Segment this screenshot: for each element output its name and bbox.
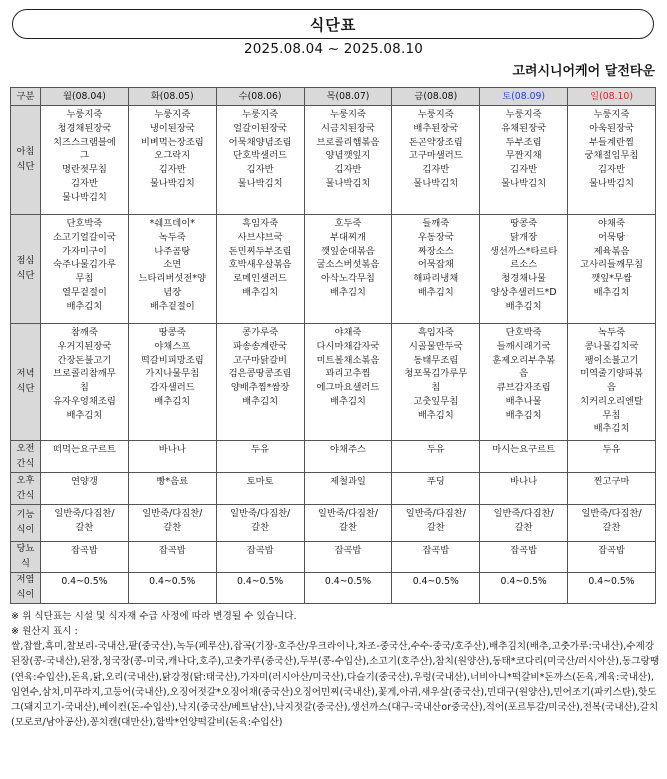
menu-item: 두부조림	[505, 136, 542, 148]
menu-period: 2025.08.04 ~ 2025.08.10	[243, 41, 424, 57]
menu-cell	[568, 215, 656, 324]
menu-item: 고춧잎무침	[413, 395, 459, 407]
menu-item: 념장	[163, 286, 182, 298]
menu-item: 갈찬	[75, 521, 94, 533]
menu-item: 토마토	[246, 476, 274, 487]
menu-item: 빵*음료	[156, 476, 189, 487]
menu-item: 두유	[251, 444, 270, 455]
menu-row-functional-diet	[11, 505, 656, 542]
menu-item: 야채스프	[154, 340, 191, 352]
menu-cell	[480, 505, 568, 542]
header-day-tue: 화(08.05)	[128, 88, 216, 106]
menu-item: 0.4~0.5%	[149, 575, 196, 587]
menu-item: 배추김치	[417, 286, 454, 298]
menu-item: 음	[607, 382, 617, 393]
row-label-line: 점심	[16, 255, 35, 267]
menu-item: 물나박김치	[413, 177, 459, 189]
menu-item: 갈찬	[338, 521, 357, 533]
menu-item: 돈곤약장조림	[408, 136, 463, 148]
menu-item: 얼갈이된장국	[233, 122, 288, 134]
menu-item: 단호박샐러드	[233, 150, 288, 162]
origin-title: ※ 원산지 표시 :	[11, 626, 78, 638]
menu-item: 연양갱	[70, 476, 98, 487]
table-header-row	[11, 88, 656, 106]
row-label-line: 식이	[16, 588, 35, 600]
menu-item: 0.4~0.5%	[412, 575, 459, 587]
menu-cell	[216, 542, 304, 573]
row-label-line: 식이	[16, 524, 35, 535]
menu-item: 떠먹는요구르트	[52, 444, 116, 455]
menu-item: 누룽지죽	[154, 109, 191, 120]
menu-cell	[216, 106, 304, 215]
menu-cell	[392, 324, 480, 441]
menu-cell	[392, 542, 480, 573]
menu-cell	[568, 441, 656, 473]
menu-cell	[480, 106, 568, 215]
header-day-thu: 목(08.07)	[304, 88, 392, 106]
menu-item: 간장돈불고기	[57, 354, 112, 366]
header-day-wed: 수(08.06)	[216, 88, 304, 106]
menu-item: 잡곡밥	[422, 545, 450, 556]
menu-item: 배추김치	[242, 286, 279, 298]
menu-item: 동태무조림	[413, 354, 459, 366]
row-label-morning-snack	[11, 441, 41, 473]
menu-item: 0.4~0.5%	[500, 575, 547, 587]
menu-cell	[41, 106, 129, 215]
menu-item: *쉐프데이*	[149, 218, 195, 229]
row-label-diabetic-diet	[11, 542, 41, 573]
menu-cell	[480, 572, 568, 603]
menu-item: 비벼먹는장조림	[140, 136, 204, 148]
menu-item: 침	[79, 382, 89, 393]
menu-cell	[392, 572, 480, 603]
menu-item: 배추김치	[66, 300, 103, 312]
menu-item: 녹두죽	[158, 231, 186, 243]
menu-item: 일반죽/다짐찬/	[142, 508, 203, 519]
menu-cell	[568, 572, 656, 603]
menu-item: 유자우엉채조림	[52, 395, 116, 407]
menu-item: 고사리들깨무침	[580, 259, 643, 271]
menu-item: 야채죽	[334, 327, 362, 338]
menu-item: 치즈스크램블에	[52, 136, 116, 148]
row-label-lunch	[11, 215, 41, 324]
change-notice: ※ 위 식단표는 시설 및 식자재 수급 사정에 따라 변경될 수 있습니다.	[11, 611, 297, 622]
menu-cell	[216, 505, 304, 542]
menu-item: 검은콩땅콩조림	[228, 368, 292, 380]
row-label-line: 당뇨	[16, 543, 35, 554]
menu-item: 양배추찜*쌈장	[230, 382, 290, 393]
menu-row-morning-snack	[11, 441, 656, 473]
menu-item: 물나박김치	[589, 177, 634, 189]
menu-item: 땅콩죽	[510, 218, 538, 229]
menu-cell	[480, 324, 568, 441]
row-label-line: 오전	[16, 442, 35, 454]
header-day-mon: 월(08.04)	[41, 88, 129, 106]
menu-item: 일반죽/다짐찬/	[230, 508, 291, 519]
menu-item: 배추김치	[505, 300, 542, 312]
menu-item: 배추나물	[505, 395, 542, 407]
menu-item: 부들계란찜	[589, 136, 634, 148]
facility-name: 고려시니어케어 달전타운	[512, 64, 655, 79]
menu-cell	[128, 473, 216, 505]
menu-item: 배추김치	[242, 395, 279, 407]
menu-item: 가지나물무침	[145, 368, 200, 380]
menu-item: 호박새우살볶음	[228, 259, 292, 271]
menu-item: 김자반	[510, 164, 538, 175]
weekly-menu-table	[10, 87, 656, 604]
row-label-line: 간식	[16, 489, 35, 501]
menu-item: 일반죽/다짐찬/	[317, 508, 379, 519]
menu-cell	[41, 441, 129, 473]
menu-item: 어묵탕	[598, 231, 625, 243]
menu-item: 고구마닭갈비	[233, 354, 288, 366]
menu-item: 꽈리고추찜	[325, 368, 371, 380]
menu-item: 흑임자죽	[417, 327, 454, 338]
menu-item: 갈찬	[251, 521, 270, 533]
menu-item: 김자반	[598, 164, 625, 175]
menu-item: 배추된장국	[413, 122, 459, 134]
menu-cell	[568, 542, 656, 573]
menu-item: 0.4~0.5%	[237, 575, 284, 587]
menu-item: 콩나물김치국	[584, 340, 639, 352]
menu-item: 물나박김치	[501, 177, 547, 189]
menu-item: 물나박김치	[325, 177, 371, 189]
menu-item: 배추겉절이	[149, 300, 195, 312]
menu-item: 찐고구마	[593, 476, 630, 487]
menu-item: 냉이된장국	[149, 122, 195, 134]
header-category: 구분	[11, 88, 41, 106]
menu-item: 잡곡밥	[158, 545, 186, 556]
menu-item: 사브샤브국	[237, 231, 283, 243]
menu-item: 소면	[163, 259, 182, 271]
menu-item: 잡곡밥	[70, 545, 98, 556]
menu-item: 깻잎순대볶음	[321, 245, 375, 257]
menu-item: 생선까스*타르타	[489, 245, 558, 257]
menu-item: 그	[79, 150, 89, 162]
header-day-sun: 일(08.10)	[568, 88, 656, 106]
menu-item: 배추김치	[66, 409, 103, 421]
menu-item: 우거지된장국	[57, 340, 112, 352]
menu-item: 팽이소불고기	[584, 354, 639, 366]
menu-item: 야채주스	[329, 444, 366, 455]
menu-item: 로메인샐러드	[233, 273, 288, 284]
menu-item: 김자반	[422, 164, 450, 175]
menu-item: 들깨시래기국	[496, 340, 551, 352]
menu-item: 배추김치	[154, 395, 191, 407]
menu-item: 브로콜리참깨무	[52, 368, 116, 380]
menu-item: 잡곡밥	[246, 545, 274, 556]
menu-cell	[568, 505, 656, 542]
header-day-fri: 금(08.08)	[392, 88, 480, 106]
row-label-line: 기능	[16, 509, 35, 521]
menu-item: 누룽지죽	[593, 109, 630, 120]
menu-body	[11, 106, 656, 604]
menu-item: 큐브감자조림	[496, 382, 551, 393]
header-day-sat: 토(08.09)	[480, 88, 568, 106]
notes-section	[11, 609, 661, 730]
menu-item: 푸딩	[426, 476, 445, 487]
menu-item: 흑임자죽	[242, 218, 279, 229]
menu-item: 소고기얼갈이국	[52, 231, 116, 243]
menu-item: 치커리오리엔탈	[580, 395, 643, 407]
menu-cell	[216, 324, 304, 441]
menu-cell	[480, 215, 568, 324]
menu-item: 제철과일	[329, 476, 366, 487]
menu-item: 콩가루죽	[242, 327, 279, 338]
menu-cell	[304, 572, 392, 603]
menu-row-afternoon-snack	[11, 473, 656, 505]
menu-cell	[480, 441, 568, 473]
menu-item: 단호박죽	[66, 218, 103, 229]
menu-item: 일반죽/다짐찬/	[581, 508, 642, 519]
menu-cell	[41, 324, 129, 441]
menu-row-diabetic-diet	[11, 542, 656, 573]
menu-cell	[128, 572, 216, 603]
menu-row-lunch	[11, 215, 656, 324]
menu-item: 음	[519, 368, 529, 380]
menu-cell	[41, 542, 129, 573]
menu-cell	[216, 441, 304, 473]
menu-item: 어묵채양념조림	[228, 136, 292, 148]
menu-cell	[304, 542, 392, 573]
menu-item: 에그마요샐러드	[316, 382, 380, 393]
menu-item: 유채된장국	[501, 122, 547, 134]
menu-cell	[128, 542, 216, 573]
menu-item: 짜장소스	[417, 245, 454, 257]
menu-cell	[304, 473, 392, 505]
menu-row-dinner	[11, 324, 656, 441]
menu-item: 잡곡밥	[510, 545, 538, 556]
menu-cell	[216, 572, 304, 603]
menu-item: 배추김치	[329, 395, 366, 407]
menu-item: 부대찌개	[329, 231, 366, 243]
menu-cell	[216, 473, 304, 505]
menu-cell	[304, 106, 392, 215]
menu-cell	[128, 215, 216, 324]
menu-item: 굴소스버섯볶음	[316, 259, 380, 271]
menu-item: 일반죽/다짐찬/	[405, 508, 466, 519]
menu-item: 미역줄기양파볶	[580, 368, 643, 380]
menu-item: 녹두죽	[598, 327, 625, 338]
menu-item: 0.4~0.5%	[588, 575, 635, 587]
menu-item: 김자반	[70, 177, 98, 189]
row-label-line: 식단	[16, 161, 35, 172]
menu-item: 브로콜리햄볶음	[316, 136, 380, 148]
row-label-low-salt-diet	[11, 572, 41, 603]
menu-item: 열무겉절이	[61, 286, 107, 298]
row-label-afternoon-snack	[11, 473, 41, 505]
menu-item: 훈제오리부추볶	[492, 354, 556, 366]
menu-item: 아삭노각무침	[321, 273, 375, 284]
menu-cell	[568, 473, 656, 505]
menu-item: 시금치된장국	[321, 122, 375, 134]
menu-item: 잡곡밥	[334, 545, 362, 556]
menu-item: 무침	[75, 273, 94, 284]
row-label-dinner	[11, 324, 41, 441]
menu-item: 무짠지채	[505, 150, 542, 162]
menu-item: 0.4~0.5%	[324, 575, 372, 587]
menu-item: 궁채절임무침	[584, 150, 639, 162]
menu-cell	[304, 215, 392, 324]
menu-item: 참깨죽	[70, 327, 98, 338]
menu-item: 배추김치	[593, 286, 630, 298]
menu-item: 다시마채감자국	[316, 340, 380, 352]
menu-item: 배추김치	[417, 409, 454, 421]
menu-item: 어묵잡채	[417, 259, 454, 271]
menu-item: 가자미구이	[61, 245, 107, 257]
menu-item: 우동장국	[417, 231, 454, 243]
menu-item: 물나박김치	[149, 177, 195, 189]
menu-item: 갈찬	[514, 521, 533, 533]
menu-item: 고구마샐러드	[408, 150, 463, 162]
menu-item: 갈찬	[426, 521, 445, 533]
menu-item: 두유	[426, 444, 445, 455]
menu-cell	[392, 441, 480, 473]
menu-item: 갈찬	[163, 521, 182, 533]
menu-item: 김자반	[158, 164, 186, 175]
menu-item: 아욱된장국	[589, 122, 634, 134]
menu-item: 청경채된장국	[57, 122, 112, 134]
menu-item: 양념깻잎지	[325, 150, 371, 162]
menu-title: 식단표	[12, 9, 654, 39]
menu-item: 물나박김치	[61, 191, 107, 203]
menu-item: 누룽지죽	[329, 109, 366, 120]
menu-item: 르소스	[510, 259, 538, 271]
menu-item: 해파리냉채	[413, 273, 459, 284]
menu-item: 야채죽	[598, 218, 625, 229]
origin-text: 쌀,찹쌀,흑미,찰보리-국내산,팥(중국산),녹두(페루산),잡곡(기장-호주산/우크라이나,차조-중국산,수수-중국/호주산),배추김치(배추,고춧가루:국내산),수제강된장(콩-국내산),된장,청국장(콩-미국,캐나다,호주),고춧가루(중국산),두부(콩-수입산),소고기(호주산),참치(원양산),동태*코다리(미국산/러시아산),동그랑땡(연육:수입산),돈육,닭,오리(국내산),닭강정(닭:태국산),가자미(러시아산/미국산),다슬기(중국산),우렁(국내산),너비아니*떡갈비*돈까스(돈육,계육:국내산),임연수,삼치,미꾸라지,고등어(국내산),오징어젓갈*오징어채(중국산)오징어민찌(국내산),꽃게,아귀,새우살(중국산),민대구(원양산),민어조기(파키스탄),핫도그(돼지고기-국내산),베이컨(돈-수입산),낙지(중국산/베트남산),낙지젓갈(중국산),생선까스(대구-국내산or중국산),적어(포르투갈/미국산),전복(국내산),갈치(모로코/남아공산),꽁치캔(대만산),함박*언양떡갈비(돈육:수입산)	[11, 641, 660, 729]
menu-item: 갈찬	[602, 521, 621, 533]
menu-cell	[41, 505, 129, 542]
row-label-line: 아침	[16, 146, 35, 158]
menu-item: 김자반	[334, 164, 362, 175]
menu-item: 바나나	[158, 444, 186, 455]
menu-row-low-salt-diet	[11, 572, 656, 603]
menu-item: 닭개장	[510, 231, 538, 243]
menu-cell	[41, 473, 129, 505]
menu-item: 누룽지죽	[66, 109, 103, 120]
menu-item: 청포묵김가루무	[404, 368, 468, 380]
menu-item: 시골물만두국	[408, 340, 463, 352]
menu-cell	[568, 324, 656, 441]
menu-item: 깻잎*무쌈	[591, 273, 632, 284]
menu-item: 잡곡밥	[598, 545, 625, 556]
row-label-functional-diet	[11, 505, 41, 542]
menu-item: 바나나	[510, 476, 538, 487]
menu-item: 명란젓무침	[61, 164, 107, 175]
menu-item: 제육볶음	[593, 245, 630, 257]
menu-cell	[392, 106, 480, 215]
row-label-line: 저녁	[16, 368, 35, 380]
menu-cell	[480, 542, 568, 573]
menu-item: 배추김치	[329, 286, 366, 298]
menu-item: 누룽지죽	[505, 109, 542, 120]
menu-cell	[304, 441, 392, 473]
menu-item: 미트볼채소볶음	[316, 354, 380, 366]
menu-cell	[392, 505, 480, 542]
menu-cell	[392, 473, 480, 505]
menu-item: 감자샐러드	[149, 382, 195, 393]
menu-cell	[480, 473, 568, 505]
row-label-breakfast	[11, 106, 41, 215]
menu-cell	[128, 324, 216, 441]
row-label-line: 간식	[16, 457, 35, 469]
menu-item: 파송송계란국	[233, 340, 288, 352]
menu-item: 침	[431, 382, 441, 393]
menu-cell	[128, 441, 216, 473]
menu-cell	[304, 324, 392, 441]
menu-item: 단호박죽	[505, 327, 542, 338]
menu-item: 0.4~0.5%	[61, 575, 108, 587]
row-label-line: 저염	[16, 573, 35, 585]
menu-cell	[128, 106, 216, 215]
menu-item: 배추김치	[593, 423, 630, 435]
menu-item: 나주곰탕	[154, 245, 191, 257]
menu-item: 오그락지	[154, 150, 191, 162]
menu-cell	[128, 505, 216, 542]
menu-item: 물나박김치	[237, 177, 283, 189]
row-label-line: 식	[21, 557, 30, 569]
menu-item: 양상추샐러드*D	[490, 286, 557, 298]
menu-item: 누룽지죽	[242, 109, 279, 120]
menu-cell	[216, 215, 304, 324]
menu-item: 청경채나물	[501, 273, 547, 284]
menu-item: 무침	[602, 409, 621, 421]
row-label-line: 식단	[16, 383, 35, 394]
menu-row-breakfast	[11, 106, 656, 215]
row-label-line: 오후	[16, 474, 35, 486]
menu-item: 돈민찌두부조림	[228, 245, 292, 257]
menu-item: 일반죽/다짐찬/	[54, 508, 115, 519]
menu-item: 누룽지죽	[417, 109, 454, 120]
menu-item: 배추김치	[505, 409, 542, 421]
menu-item: 숙주나물김가루	[52, 259, 116, 271]
menu-cell	[392, 215, 480, 324]
menu-cell	[304, 505, 392, 542]
menu-item: 느타리버섯전*양	[138, 273, 207, 284]
menu-cell	[41, 215, 129, 324]
menu-item: 땅콩죽	[158, 327, 186, 338]
menu-item: 떡갈비피망조림	[140, 354, 204, 366]
menu-item: 호두죽	[334, 218, 362, 229]
menu-item: 일반죽/다짐찬/	[493, 508, 554, 519]
menu-cell	[568, 106, 656, 215]
menu-cell	[41, 572, 129, 603]
menu-item: 들깨죽	[422, 218, 450, 229]
menu-item: 김자반	[246, 164, 274, 175]
row-label-line: 식단	[16, 270, 35, 281]
menu-item: 마시는요구르트	[492, 444, 556, 455]
menu-item: 두유	[602, 444, 621, 455]
